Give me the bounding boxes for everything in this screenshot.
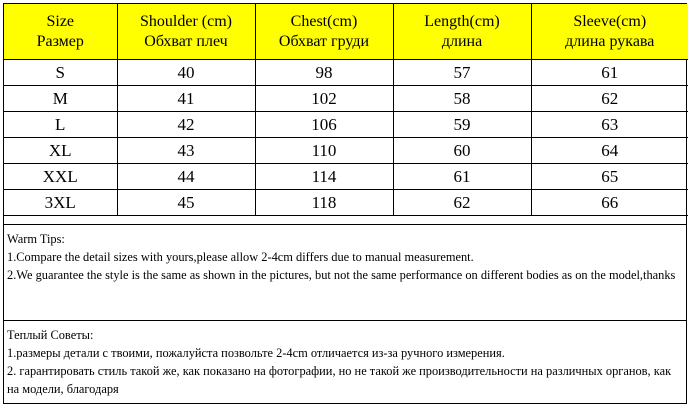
tips-line: 2.We guarantee the style is the same as shown in the pictures, but not the same performance on different bodies as on the model,thanks (7, 268, 676, 282)
tips-line: 1.Compare the detail sizes with yours,please allow 2-4cm differs due to manual measurement. (7, 250, 474, 264)
cell-size: M (4, 86, 117, 112)
cell-length: 61 (393, 164, 531, 190)
cell-size: XL (4, 138, 117, 164)
cell-chest: 102 (255, 86, 393, 112)
cell-size: XXL (4, 164, 117, 190)
cell-chest: 114 (255, 164, 393, 190)
cell-length: 57 (393, 60, 531, 86)
cell-sleeve: 61 (531, 60, 688, 86)
table-row (4, 60, 688, 86)
header-label-ru: Размер (36, 32, 84, 50)
table-row (4, 86, 688, 112)
tips-title: Warm Tips: (7, 232, 65, 246)
header-label-en: Chest(cm) (290, 12, 358, 30)
table-row (4, 164, 688, 190)
header-chest (255, 4, 393, 60)
header-label-ru: длина (441, 32, 483, 50)
cell-sleeve: 62 (531, 86, 688, 112)
tips-line: 1.размеры детали с твоими, пожалуйста позвольте 2-4cm отличается из-за ручного измерения. (7, 346, 505, 360)
cell-shoulder: 44 (117, 164, 255, 190)
tips-title: Теплый Советы: (7, 328, 94, 342)
header-label-ru: длина рукава (565, 32, 655, 50)
header-label-en: Length(cm) (424, 12, 500, 30)
table-row (4, 138, 688, 164)
cell-length: 59 (393, 112, 531, 138)
tips-line: 2. гарантировать стиль такой же, как показано на фотографии, но не такой же производительности на различных органов, как на модели, благодаря (7, 364, 672, 396)
warm-tips-russian (4, 321, 686, 411)
cell-sleeve: 63 (531, 112, 688, 138)
header-label-ru: Обхват плеч (144, 32, 228, 50)
cell-size: S (4, 60, 117, 86)
header-label-en: Sleeve(cm) (573, 12, 647, 30)
cell-size: 3XL (4, 190, 117, 216)
cell-chest: 98 (255, 60, 393, 86)
cell-sleeve: 66 (531, 190, 688, 216)
size-table (4, 4, 688, 216)
warm-tips-english (4, 224, 686, 321)
cell-shoulder: 41 (117, 86, 255, 112)
size-chart (3, 3, 687, 404)
cell-shoulder: 43 (117, 138, 255, 164)
header-shoulder (117, 4, 255, 60)
header-size (4, 4, 117, 60)
header-label-en: Size (46, 12, 75, 30)
cell-chest: 110 (255, 138, 393, 164)
header-label-ru: Обхват груди (278, 32, 370, 50)
table-row (4, 190, 688, 216)
cell-length: 60 (393, 138, 531, 164)
cell-shoulder: 40 (117, 60, 255, 86)
cell-shoulder: 42 (117, 112, 255, 138)
table-header-row (4, 4, 688, 60)
header-label-en: Shoulder (cm) (140, 12, 232, 30)
header-length (393, 4, 531, 60)
cell-chest: 118 (255, 190, 393, 216)
cell-size: L (4, 112, 117, 138)
header-sleeve (531, 4, 688, 60)
cell-length: 58 (393, 86, 531, 112)
cell-sleeve: 65 (531, 164, 688, 190)
cell-chest: 106 (255, 112, 393, 138)
table-row (4, 112, 688, 138)
cell-length: 62 (393, 190, 531, 216)
cell-sleeve: 64 (531, 138, 688, 164)
cell-shoulder: 45 (117, 190, 255, 216)
